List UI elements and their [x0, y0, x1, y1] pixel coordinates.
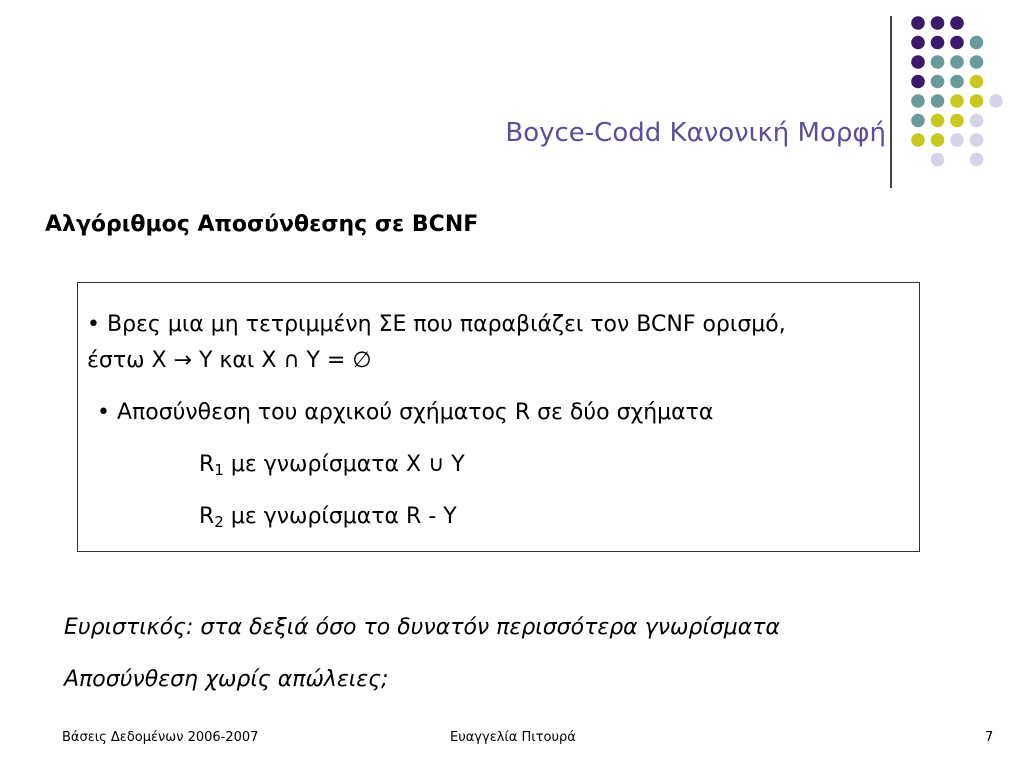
decorative-dot	[911, 133, 925, 147]
schema-r2-name: R	[199, 504, 215, 529]
schema-r1-attributes: με γνωρίσματα X ∪ Y	[223, 452, 465, 477]
schema-r2	[199, 504, 457, 529]
schema-r1-subscript: 1	[214, 461, 224, 479]
decorative-dot	[931, 114, 945, 128]
decorative-dot	[970, 114, 984, 128]
decorative-dot	[970, 94, 984, 108]
slide-title: Boyce-Codd Κανονική Μορφή	[505, 118, 886, 148]
decorative-dot	[950, 94, 964, 108]
bullet-find-fd	[87, 307, 786, 379]
decorative-dot	[950, 55, 964, 69]
schema-r2-subscript: 2	[214, 513, 224, 531]
decorative-dot	[950, 75, 964, 89]
decorative-dot	[931, 16, 945, 30]
decorative-dot	[950, 133, 964, 147]
footer-page-number: 7	[985, 730, 994, 745]
section-heading: Αλγόριθμος Αποσύνθεσης σε BCNF	[45, 212, 479, 237]
decorative-dot	[950, 36, 964, 50]
decorative-dot	[931, 133, 945, 147]
bullet-decompose: • Αποσύνθεση του αρχικού σχήματος R σε δύο σχήματα	[97, 400, 714, 425]
decorative-dot	[911, 75, 925, 89]
decorative-dot	[931, 153, 945, 167]
decorative-dot	[970, 133, 984, 147]
decorative-dot	[970, 153, 984, 167]
bullet-find-fd-line2: έστω X → Y και X ∩ Y = ∅	[87, 348, 372, 373]
decorative-dot	[950, 114, 964, 128]
decorative-dot	[931, 75, 945, 89]
heuristic-note: Ευριστικός: στα δεξιά όσο το δυνατόν περισσότερα γνωρίσματα	[64, 615, 780, 640]
bullet-find-fd-line1: • Βρες μια μη τετριμμένη ΣΕ που παραβιάζει τον BCNF ορισμό,	[87, 312, 786, 337]
decorative-dot	[970, 55, 984, 69]
footer-course: Βάσεις Δεδομένων 2006-2007	[62, 730, 259, 745]
decorative-dot	[931, 55, 945, 69]
lossless-question: Αποσύνθεση χωρίς απώλειες;	[64, 667, 389, 692]
decorative-dot	[989, 94, 1003, 108]
decorative-dot	[911, 114, 925, 128]
decorative-dot	[911, 16, 925, 30]
footer-author: Ευαγγελία Πιτουρά	[450, 730, 576, 745]
decorative-dot	[911, 55, 925, 69]
decorative-dot	[931, 94, 945, 108]
decorative-dot	[911, 36, 925, 50]
decorative-dot	[970, 36, 984, 50]
decorative-dot	[970, 75, 984, 89]
schema-r1-name: R	[199, 452, 215, 477]
decorative-dot-grid	[0, 0, 1024, 200]
schema-r2-attributes: με γνωρίσματα R - Y	[223, 504, 457, 529]
decorative-dot	[950, 16, 964, 30]
decorative-dot	[931, 36, 945, 50]
decorative-dot	[911, 94, 925, 108]
schema-r1	[199, 452, 465, 477]
